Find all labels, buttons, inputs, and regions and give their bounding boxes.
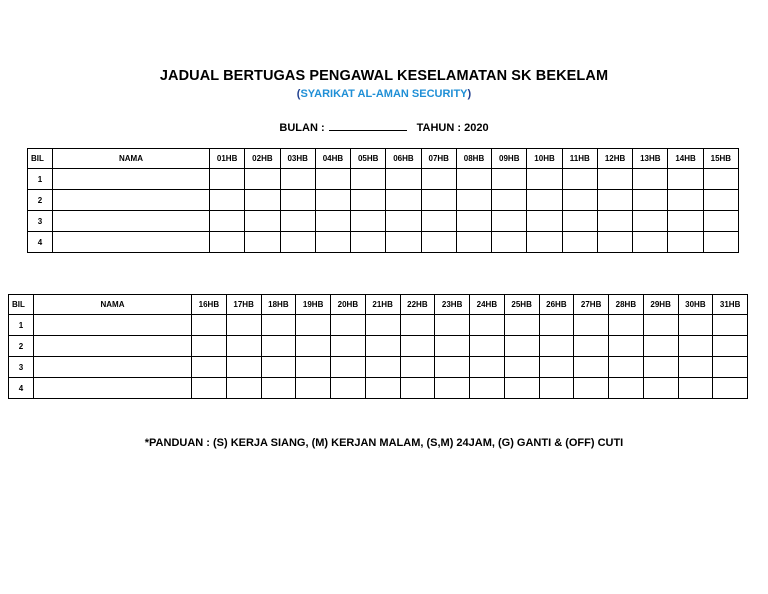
duty-cell — [261, 336, 296, 357]
duty-cell — [435, 336, 470, 357]
duty-cell — [713, 357, 748, 378]
day-header: 17HB — [226, 295, 261, 315]
duty-cell — [713, 336, 748, 357]
day-header: 31HB — [713, 295, 748, 315]
duty-cell — [597, 190, 632, 211]
day-header: 23HB — [435, 295, 470, 315]
duty-cell — [192, 357, 227, 378]
duty-cell — [504, 378, 539, 399]
duty-cell — [470, 336, 505, 357]
duty-cell — [210, 232, 245, 253]
duty-cell — [678, 315, 713, 336]
duty-cell — [331, 357, 366, 378]
duty-cell — [421, 169, 456, 190]
day-header: 27HB — [574, 295, 609, 315]
day-header: 07HB — [421, 149, 456, 169]
name-cell — [53, 211, 210, 232]
duty-cell — [713, 315, 748, 336]
duty-cell — [280, 232, 315, 253]
duty-cell — [226, 378, 261, 399]
duty-cell — [504, 357, 539, 378]
duty-cell — [609, 336, 644, 357]
bulan-blank-line — [329, 121, 407, 131]
duty-cell — [421, 190, 456, 211]
roster-table-2 — [8, 294, 748, 399]
row-number: 2 — [28, 190, 53, 211]
company-subtitle — [0, 88, 768, 100]
duty-cell — [703, 232, 738, 253]
duty-cell — [574, 336, 609, 357]
day-header: 16HB — [192, 295, 227, 315]
duty-cell — [296, 378, 331, 399]
duty-cell — [539, 336, 574, 357]
day-header: 20HB — [331, 295, 366, 315]
day-header: 05HB — [351, 149, 386, 169]
duty-cell — [400, 336, 435, 357]
day-header: 22HB — [400, 295, 435, 315]
duty-cell — [400, 315, 435, 336]
day-header: 19HB — [296, 295, 331, 315]
duty-cell — [296, 315, 331, 336]
duty-cell — [562, 232, 597, 253]
duty-cell — [643, 378, 678, 399]
duty-cell — [643, 357, 678, 378]
duty-cell — [504, 336, 539, 357]
duty-cell — [633, 232, 668, 253]
duty-cell — [713, 378, 748, 399]
row-number: 2 — [9, 336, 34, 357]
subtitle-open-paren: ( — [296, 88, 301, 100]
duty-cell — [421, 211, 456, 232]
duty-cell — [210, 190, 245, 211]
name-cell — [53, 169, 210, 190]
duty-cell — [261, 357, 296, 378]
duty-cell — [456, 169, 491, 190]
duty-cell — [539, 315, 574, 336]
duty-cell — [562, 211, 597, 232]
bil-header: BIL — [28, 149, 53, 169]
bulan-label: BULAN : — [279, 122, 325, 134]
duty-cell — [365, 378, 400, 399]
duty-cell — [245, 232, 280, 253]
duty-cell — [643, 336, 678, 357]
duty-cell — [492, 211, 527, 232]
duty-cell — [456, 190, 491, 211]
duty-cell — [492, 190, 527, 211]
duty-cell — [668, 211, 703, 232]
nama-header: NAMA — [34, 295, 192, 315]
row-number: 4 — [9, 378, 34, 399]
duty-cell — [365, 336, 400, 357]
duty-cell — [435, 378, 470, 399]
table-row — [28, 190, 739, 211]
duty-cell — [280, 190, 315, 211]
table-row — [9, 336, 748, 357]
duty-cell — [678, 336, 713, 357]
duty-cell — [492, 232, 527, 253]
table-row — [28, 232, 739, 253]
day-header: 13HB — [633, 149, 668, 169]
duty-cell — [527, 211, 562, 232]
duty-cell — [597, 211, 632, 232]
duty-cell — [331, 336, 366, 357]
day-header: 06HB — [386, 149, 421, 169]
name-cell — [34, 336, 192, 357]
duty-cell — [504, 315, 539, 336]
duty-cell — [245, 169, 280, 190]
duty-cell — [678, 378, 713, 399]
duty-cell — [703, 211, 738, 232]
duty-cell — [678, 357, 713, 378]
table-row — [9, 378, 748, 399]
duty-cell — [261, 378, 296, 399]
duty-cell — [331, 378, 366, 399]
duty-cell — [365, 315, 400, 336]
table-row — [28, 169, 739, 190]
name-cell — [34, 357, 192, 378]
duty-cell — [435, 357, 470, 378]
duty-cell — [400, 378, 435, 399]
duty-cell — [562, 169, 597, 190]
page-title: JADUAL BERTUGAS PENGAWAL KESELAMATAN SK BEKELAM — [159, 68, 609, 84]
duty-cell — [192, 378, 227, 399]
duty-cell — [609, 315, 644, 336]
duty-cell — [527, 169, 562, 190]
day-header: 14HB — [668, 149, 703, 169]
day-header: 04HB — [315, 149, 350, 169]
duty-cell — [210, 211, 245, 232]
day-header: 12HB — [597, 149, 632, 169]
duty-cell — [668, 232, 703, 253]
name-cell — [34, 378, 192, 399]
duty-cell — [210, 169, 245, 190]
table-header-row — [28, 149, 739, 169]
period-line — [0, 121, 768, 134]
duty-cell — [386, 232, 421, 253]
day-header: 24HB — [470, 295, 505, 315]
duty-cell — [633, 169, 668, 190]
duty-cell — [226, 315, 261, 336]
duty-cell — [400, 357, 435, 378]
duty-cell — [668, 190, 703, 211]
day-header: 29HB — [643, 295, 678, 315]
day-header: 03HB — [280, 149, 315, 169]
day-header: 18HB — [261, 295, 296, 315]
name-cell — [34, 315, 192, 336]
name-cell — [53, 232, 210, 253]
duty-cell — [386, 169, 421, 190]
company-name: SYARIKAT AL-AMAN SECURITY — [300, 88, 468, 100]
duty-cell — [331, 315, 366, 336]
row-number: 1 — [9, 315, 34, 336]
row-number: 4 — [28, 232, 53, 253]
legend-note: *PANDUAN : (S) KERJA SIANG, (M) KERJAN MALAM, (S,M) 24JAM, (G) GANTI & (OFF) CUTI — [144, 437, 624, 449]
duty-cell — [527, 190, 562, 211]
duty-cell — [703, 190, 738, 211]
day-header: 15HB — [703, 149, 738, 169]
table-row — [9, 357, 748, 378]
bil-header: BIL — [9, 295, 34, 315]
duty-cell — [492, 169, 527, 190]
duty-cell — [470, 378, 505, 399]
table-row — [9, 315, 748, 336]
duty-cell — [633, 211, 668, 232]
roster-table-1 — [27, 148, 739, 253]
duty-cell — [435, 315, 470, 336]
day-header: 30HB — [678, 295, 713, 315]
duty-cell — [245, 211, 280, 232]
name-cell — [53, 190, 210, 211]
duty-cell — [456, 211, 491, 232]
row-number: 3 — [9, 357, 34, 378]
duty-cell — [574, 315, 609, 336]
duty-cell — [296, 336, 331, 357]
duty-cell — [386, 190, 421, 211]
duty-cell — [470, 315, 505, 336]
table-header-row — [9, 295, 748, 315]
duty-cell — [643, 315, 678, 336]
day-header: 11HB — [562, 149, 597, 169]
duty-cell — [456, 232, 491, 253]
duty-cell — [351, 232, 386, 253]
duty-cell — [192, 315, 227, 336]
duty-cell — [315, 190, 350, 211]
duty-cell — [315, 232, 350, 253]
nama-header: NAMA — [53, 149, 210, 169]
duty-cell — [668, 169, 703, 190]
duty-cell — [280, 169, 315, 190]
duty-cell — [245, 190, 280, 211]
duty-cell — [226, 357, 261, 378]
duty-cell — [539, 357, 574, 378]
duty-cell — [597, 232, 632, 253]
duty-cell — [226, 336, 261, 357]
duty-cell — [421, 232, 456, 253]
day-header: 01HB — [210, 149, 245, 169]
tahun-label: TAHUN : 2020 — [416, 122, 489, 134]
duty-cell — [539, 378, 574, 399]
duty-cell — [574, 357, 609, 378]
duty-cell — [574, 378, 609, 399]
day-header: 10HB — [527, 149, 562, 169]
duty-cell — [261, 315, 296, 336]
duty-cell — [609, 378, 644, 399]
day-header: 08HB — [456, 149, 491, 169]
row-number: 1 — [28, 169, 53, 190]
duty-cell — [609, 357, 644, 378]
day-header: 25HB — [504, 295, 539, 315]
duty-cell — [386, 211, 421, 232]
duty-cell — [365, 357, 400, 378]
duty-cell — [315, 169, 350, 190]
duty-cell — [633, 190, 668, 211]
table-row — [28, 211, 739, 232]
duty-cell — [351, 169, 386, 190]
day-header: 26HB — [539, 295, 574, 315]
duty-cell — [597, 169, 632, 190]
row-number: 3 — [28, 211, 53, 232]
duty-cell — [315, 211, 350, 232]
duty-cell — [280, 211, 315, 232]
duty-cell — [703, 169, 738, 190]
duty-cell — [351, 211, 386, 232]
duty-cell — [192, 336, 227, 357]
duty-cell — [470, 357, 505, 378]
duty-cell — [527, 232, 562, 253]
duty-cell — [296, 357, 331, 378]
day-header: 21HB — [365, 295, 400, 315]
day-header: 28HB — [609, 295, 644, 315]
day-header: 09HB — [492, 149, 527, 169]
day-header: 02HB — [245, 149, 280, 169]
duty-cell — [351, 190, 386, 211]
duty-cell — [562, 190, 597, 211]
subtitle-close-paren: ) — [467, 88, 472, 100]
